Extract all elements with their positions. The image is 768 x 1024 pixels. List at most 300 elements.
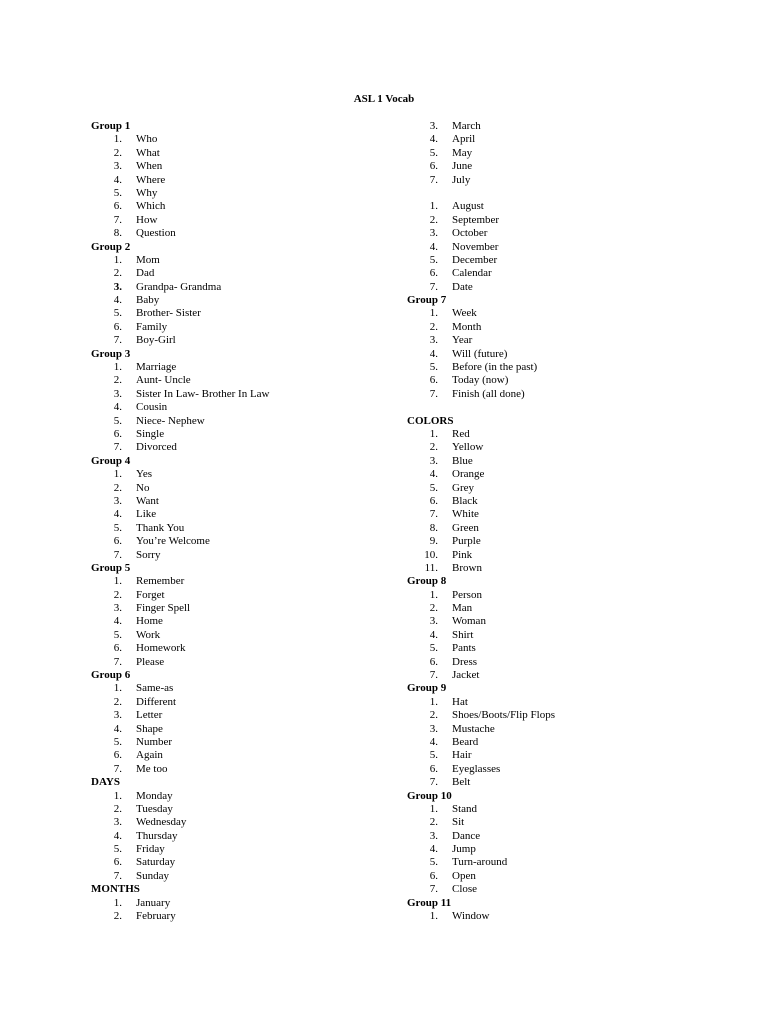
item-number: 6. bbox=[429, 655, 438, 668]
list-item bbox=[91, 816, 391, 829]
list-item bbox=[407, 883, 707, 896]
item-number: 1. bbox=[113, 133, 122, 146]
item-text: November bbox=[452, 240, 499, 253]
item-text: When bbox=[136, 160, 163, 173]
item-number: 1. bbox=[113, 896, 122, 909]
item-number: 4. bbox=[113, 829, 122, 842]
item-text: What bbox=[136, 146, 160, 159]
list-item bbox=[407, 214, 707, 227]
item-text: Question bbox=[136, 227, 176, 240]
item-text: Blue bbox=[452, 454, 473, 467]
list-item bbox=[91, 749, 391, 762]
list-item bbox=[91, 214, 391, 227]
list-item bbox=[91, 522, 391, 535]
item-number: 2. bbox=[113, 588, 122, 601]
item-text: No bbox=[136, 481, 150, 494]
list-item bbox=[91, 468, 391, 481]
item-text: Window bbox=[452, 910, 490, 923]
item-number: 4. bbox=[429, 133, 438, 146]
list-item bbox=[91, 307, 391, 320]
item-number: 5. bbox=[429, 642, 438, 655]
item-number: 6. bbox=[113, 427, 122, 440]
list-item bbox=[407, 361, 707, 374]
list-item bbox=[91, 602, 391, 615]
item-text: December bbox=[452, 253, 498, 266]
list-item bbox=[407, 227, 707, 240]
item-number: 1. bbox=[429, 910, 438, 923]
item-number: 6. bbox=[113, 642, 122, 655]
item-number: 3. bbox=[113, 160, 122, 173]
item-text: Shoes/Boots/Flip Flops bbox=[452, 709, 556, 722]
item-number: 1. bbox=[113, 361, 122, 374]
left-column bbox=[91, 120, 391, 923]
list-item bbox=[91, 388, 391, 401]
item-number: 3. bbox=[113, 602, 122, 615]
item-number: 3. bbox=[429, 120, 438, 132]
item-text: Shirt bbox=[452, 628, 474, 641]
item-text: Dance bbox=[452, 829, 481, 842]
item-text: March bbox=[452, 120, 481, 132]
list-item bbox=[91, 227, 391, 240]
list-item bbox=[407, 241, 707, 254]
list-item bbox=[407, 174, 707, 187]
item-text: Why bbox=[136, 186, 158, 199]
list-item bbox=[407, 267, 707, 280]
item-number: 7. bbox=[429, 280, 438, 293]
item-text: May bbox=[452, 146, 473, 159]
item-number: 6. bbox=[429, 762, 438, 775]
list-item bbox=[91, 508, 391, 521]
item-text: Pants bbox=[452, 642, 476, 655]
list-item bbox=[407, 629, 707, 642]
item-number: 6. bbox=[113, 535, 122, 548]
item-number: 3. bbox=[429, 454, 438, 467]
section-heading: DAYS bbox=[91, 776, 120, 789]
item-text: Remember bbox=[136, 575, 185, 588]
list-item bbox=[407, 803, 707, 816]
list-item bbox=[91, 321, 391, 334]
item-text: Black bbox=[452, 494, 478, 507]
item-text: Jacket bbox=[452, 669, 480, 682]
item-number: 4. bbox=[113, 401, 122, 414]
item-number: 3. bbox=[113, 494, 122, 507]
item-text: Brother- Sister bbox=[136, 307, 201, 320]
item-text: January bbox=[136, 896, 171, 909]
item-text: Monday bbox=[136, 789, 173, 802]
item-number: 6. bbox=[429, 267, 438, 280]
list-item bbox=[407, 816, 707, 829]
item-text: Belt bbox=[452, 776, 471, 789]
item-text: Grandpa- Grandma bbox=[136, 280, 222, 293]
item-number: 1. bbox=[113, 789, 122, 802]
page-title: ASL 1 Vocab bbox=[353, 93, 415, 105]
list-item bbox=[91, 629, 391, 642]
item-text: Close bbox=[452, 883, 478, 896]
item-text: You’re Welcome bbox=[136, 535, 210, 548]
item-text: Yes bbox=[136, 468, 153, 481]
list-item bbox=[407, 321, 707, 334]
section-heading: Group 6 bbox=[91, 669, 131, 682]
item-number: 7. bbox=[429, 669, 438, 682]
item-number: 2. bbox=[113, 481, 122, 494]
item-text: Please bbox=[136, 655, 165, 668]
item-text: Date bbox=[452, 280, 473, 293]
item-number: 5. bbox=[113, 843, 122, 856]
list-item bbox=[91, 910, 391, 923]
item-number: 5. bbox=[113, 307, 122, 320]
item-number: 7. bbox=[113, 869, 122, 882]
list-item bbox=[91, 642, 391, 655]
item-number: 7. bbox=[429, 508, 438, 521]
item-number: 5. bbox=[113, 735, 122, 748]
item-text: White bbox=[452, 508, 479, 521]
item-number: 8. bbox=[113, 227, 122, 240]
item-number: 2. bbox=[113, 374, 122, 387]
item-text: Wednesday bbox=[136, 816, 187, 829]
list-item bbox=[407, 147, 707, 160]
item-text: Yellow bbox=[452, 441, 484, 454]
item-number: 2. bbox=[429, 602, 438, 615]
item-text: Eyeglasses bbox=[452, 762, 501, 775]
item-text: Shape bbox=[136, 722, 163, 735]
item-number: 1. bbox=[113, 682, 122, 695]
item-number: 9. bbox=[429, 535, 438, 548]
item-text: Red bbox=[452, 427, 470, 440]
item-text: Friday bbox=[136, 843, 165, 856]
item-text: Mustache bbox=[452, 722, 495, 735]
list-item bbox=[407, 776, 707, 789]
item-text: Orange bbox=[452, 468, 485, 481]
item-text: June bbox=[452, 160, 473, 173]
list-item bbox=[91, 856, 391, 869]
item-text: Forget bbox=[136, 588, 165, 601]
list-item bbox=[91, 334, 391, 347]
list-item bbox=[91, 763, 391, 776]
list-item bbox=[407, 642, 707, 655]
item-text: Week bbox=[452, 307, 477, 320]
item-number: 1. bbox=[113, 253, 122, 266]
list-item bbox=[91, 294, 391, 307]
item-number: 6. bbox=[113, 320, 122, 333]
list-item bbox=[407, 388, 707, 401]
list-item bbox=[407, 535, 707, 548]
list-item bbox=[407, 669, 707, 682]
item-number: 7. bbox=[113, 655, 122, 668]
section-heading: Group 1 bbox=[91, 120, 131, 132]
item-number: 4. bbox=[429, 468, 438, 481]
item-text: Different bbox=[136, 695, 177, 708]
list-item bbox=[91, 441, 391, 454]
item-number: 3. bbox=[113, 387, 122, 400]
list-item bbox=[407, 374, 707, 387]
list-item bbox=[91, 790, 391, 803]
list-item bbox=[91, 897, 391, 910]
item-text: Mom bbox=[136, 253, 160, 266]
item-text: Tuesday bbox=[136, 802, 173, 815]
item-text: Dad bbox=[136, 267, 155, 280]
item-number: 8. bbox=[429, 521, 438, 534]
list-item bbox=[407, 254, 707, 267]
item-text: Thursday bbox=[136, 829, 178, 842]
item-number: 2. bbox=[429, 320, 438, 333]
list-item bbox=[407, 468, 707, 481]
list-item bbox=[407, 522, 707, 535]
item-text: Baby bbox=[136, 294, 160, 307]
list-item bbox=[91, 428, 391, 441]
list-item bbox=[91, 696, 391, 709]
item-number: 7. bbox=[429, 173, 438, 186]
item-number: 7. bbox=[113, 548, 122, 561]
item-number: 7. bbox=[429, 776, 438, 789]
list-item bbox=[91, 803, 391, 816]
item-number: 3. bbox=[429, 722, 438, 735]
item-text: Finish (all done) bbox=[452, 387, 525, 400]
list-item bbox=[91, 723, 391, 736]
list-item bbox=[407, 656, 707, 669]
list-item bbox=[407, 428, 707, 441]
list-item bbox=[407, 615, 707, 628]
item-text: Home bbox=[136, 615, 163, 628]
item-number: 2. bbox=[113, 146, 122, 159]
section-heading: Group 8 bbox=[407, 575, 447, 588]
section-heading: Group 7 bbox=[407, 294, 447, 307]
list-item bbox=[407, 160, 707, 173]
item-number: 4. bbox=[113, 173, 122, 186]
item-number: 1. bbox=[113, 468, 122, 481]
item-text: October bbox=[452, 227, 488, 240]
list-item bbox=[91, 535, 391, 548]
item-number: 4. bbox=[113, 508, 122, 521]
list-item bbox=[407, 133, 707, 146]
item-number: 5. bbox=[429, 749, 438, 762]
item-text: Before (in the past) bbox=[452, 361, 538, 374]
item-number: 2. bbox=[113, 267, 122, 280]
item-text: February bbox=[136, 910, 176, 923]
list-item bbox=[91, 281, 391, 294]
item-text: Divorced bbox=[136, 441, 177, 454]
item-text: Niece- Nephew bbox=[136, 414, 205, 427]
list-item bbox=[407, 200, 707, 213]
item-number: 6. bbox=[113, 856, 122, 869]
blank-line bbox=[407, 187, 707, 200]
item-text: Boy-Girl bbox=[136, 334, 176, 347]
item-text: Cousin bbox=[136, 401, 168, 414]
item-number: 2. bbox=[113, 910, 122, 923]
item-number: 10. bbox=[424, 548, 438, 561]
item-number: 6. bbox=[429, 494, 438, 507]
item-number: 5. bbox=[429, 253, 438, 266]
list-item bbox=[407, 696, 707, 709]
item-number: 6. bbox=[429, 160, 438, 173]
list-item bbox=[91, 147, 391, 160]
right-column bbox=[407, 120, 707, 923]
section-heading: Group 11 bbox=[407, 896, 452, 909]
item-text: Homework bbox=[136, 642, 186, 655]
list-item bbox=[407, 482, 707, 495]
section-heading: Group 4 bbox=[91, 454, 131, 467]
item-text: September bbox=[452, 213, 500, 226]
item-number: 5. bbox=[113, 521, 122, 534]
list-item bbox=[91, 133, 391, 146]
item-text: Will (future) bbox=[452, 347, 508, 360]
list-item bbox=[407, 870, 707, 883]
item-text: Where bbox=[136, 173, 166, 186]
item-number: 5. bbox=[429, 361, 438, 374]
item-number: 1. bbox=[429, 307, 438, 320]
item-number: 7. bbox=[113, 441, 122, 454]
item-text: Same-as bbox=[136, 682, 174, 695]
item-text: Sorry bbox=[136, 548, 161, 561]
list-item bbox=[407, 549, 707, 562]
item-text: Turn-around bbox=[452, 856, 508, 869]
list-item bbox=[407, 441, 707, 454]
item-text: Thank You bbox=[136, 521, 185, 534]
list-item bbox=[407, 455, 707, 468]
item-text: Hair bbox=[452, 749, 472, 762]
list-item bbox=[91, 361, 391, 374]
item-number: 4. bbox=[113, 722, 122, 735]
item-text: August bbox=[452, 200, 484, 213]
item-number: 3. bbox=[113, 816, 122, 829]
item-text: Calendar bbox=[452, 267, 492, 280]
item-number: 4. bbox=[429, 628, 438, 641]
list-item bbox=[407, 334, 707, 347]
list-item bbox=[407, 763, 707, 776]
list-item bbox=[407, 307, 707, 320]
list-item bbox=[91, 482, 391, 495]
item-number: 4. bbox=[429, 347, 438, 360]
list-item bbox=[407, 120, 707, 133]
item-number: 1. bbox=[429, 427, 438, 440]
list-item bbox=[91, 709, 391, 722]
list-item bbox=[91, 187, 391, 200]
list-item bbox=[91, 174, 391, 187]
item-text: Brown bbox=[452, 561, 482, 574]
item-text: Finger Spell bbox=[136, 602, 191, 615]
list-item bbox=[91, 682, 391, 695]
list-item bbox=[91, 374, 391, 387]
item-text: Letter bbox=[136, 709, 163, 722]
item-number: 1. bbox=[429, 200, 438, 213]
list-item bbox=[407, 495, 707, 508]
item-text: Single bbox=[136, 427, 165, 440]
item-number: 5. bbox=[429, 481, 438, 494]
blank-line bbox=[407, 401, 707, 414]
list-item bbox=[91, 254, 391, 267]
item-text: Woman bbox=[452, 615, 486, 628]
list-item bbox=[407, 749, 707, 762]
item-number: 2. bbox=[113, 802, 122, 815]
item-text: Month bbox=[452, 320, 482, 333]
item-text: July bbox=[452, 173, 471, 186]
list-item bbox=[91, 495, 391, 508]
section-heading: Group 5 bbox=[91, 561, 131, 574]
item-number: 5. bbox=[113, 186, 122, 199]
list-item bbox=[407, 856, 707, 869]
item-number: 5. bbox=[113, 628, 122, 641]
section-heading: COLORS bbox=[407, 414, 454, 427]
list-item bbox=[91, 415, 391, 428]
item-number: 11. bbox=[424, 561, 438, 574]
item-number: 7. bbox=[113, 213, 122, 226]
item-text: Aunt- Uncle bbox=[136, 374, 191, 387]
list-item bbox=[91, 736, 391, 749]
list-item bbox=[91, 200, 391, 213]
section-heading: Group 9 bbox=[407, 682, 447, 695]
item-number: 1. bbox=[113, 575, 122, 588]
item-text: Sunday bbox=[136, 869, 169, 882]
item-text: Man bbox=[452, 602, 473, 615]
item-text: Again bbox=[136, 749, 163, 762]
item-text: Which bbox=[136, 200, 166, 213]
item-text: Marriage bbox=[136, 361, 177, 374]
item-text: Saturday bbox=[136, 856, 176, 869]
item-number: 4. bbox=[429, 240, 438, 253]
section-heading: Group 10 bbox=[407, 789, 452, 802]
section-heading: MONTHS bbox=[91, 883, 140, 896]
item-number: 3. bbox=[113, 709, 122, 722]
item-number: 1. bbox=[429, 802, 438, 815]
item-number: 6. bbox=[429, 869, 438, 882]
item-number: 7. bbox=[429, 883, 438, 896]
list-item bbox=[91, 830, 391, 843]
item-text: Work bbox=[136, 628, 161, 641]
item-number: 4. bbox=[113, 615, 122, 628]
item-text: Like bbox=[136, 508, 157, 521]
item-number: 7. bbox=[429, 387, 438, 400]
item-text: Jump bbox=[452, 843, 476, 856]
item-text: Beard bbox=[452, 735, 479, 748]
item-text: April bbox=[452, 133, 476, 146]
item-number: 6. bbox=[429, 374, 438, 387]
list-item bbox=[91, 843, 391, 856]
list-item bbox=[91, 656, 391, 669]
item-number: 5. bbox=[429, 146, 438, 159]
list-item bbox=[407, 589, 707, 602]
item-number: 7. bbox=[113, 762, 122, 775]
item-number: 1. bbox=[429, 588, 438, 601]
item-text: Sit bbox=[452, 816, 465, 829]
list-item bbox=[407, 348, 707, 361]
item-number: 6. bbox=[113, 200, 122, 213]
list-item bbox=[407, 843, 707, 856]
item-text: Grey bbox=[452, 481, 474, 494]
list-item bbox=[91, 615, 391, 628]
item-text: Want bbox=[136, 494, 159, 507]
item-number: 3. bbox=[429, 227, 438, 240]
list-item bbox=[91, 870, 391, 883]
list-item bbox=[407, 830, 707, 843]
section-heading: Group 2 bbox=[91, 240, 131, 253]
item-text: Me too bbox=[136, 762, 168, 775]
item-number: 2. bbox=[429, 213, 438, 226]
list-item bbox=[407, 281, 707, 294]
item-text: Green bbox=[452, 521, 479, 534]
list-item bbox=[91, 589, 391, 602]
item-text: Year bbox=[452, 334, 473, 347]
item-text: Sister In Law- Brother In Law bbox=[136, 387, 270, 400]
item-text: Hat bbox=[452, 695, 468, 708]
item-number: 7. bbox=[113, 334, 122, 347]
list-item bbox=[91, 575, 391, 588]
item-text: How bbox=[136, 213, 158, 226]
list-item bbox=[407, 562, 707, 575]
item-number: 3. bbox=[429, 829, 438, 842]
item-number: 1. bbox=[429, 695, 438, 708]
item-number: 4. bbox=[429, 735, 438, 748]
item-number: 3. bbox=[429, 615, 438, 628]
item-text: Stand bbox=[452, 802, 478, 815]
